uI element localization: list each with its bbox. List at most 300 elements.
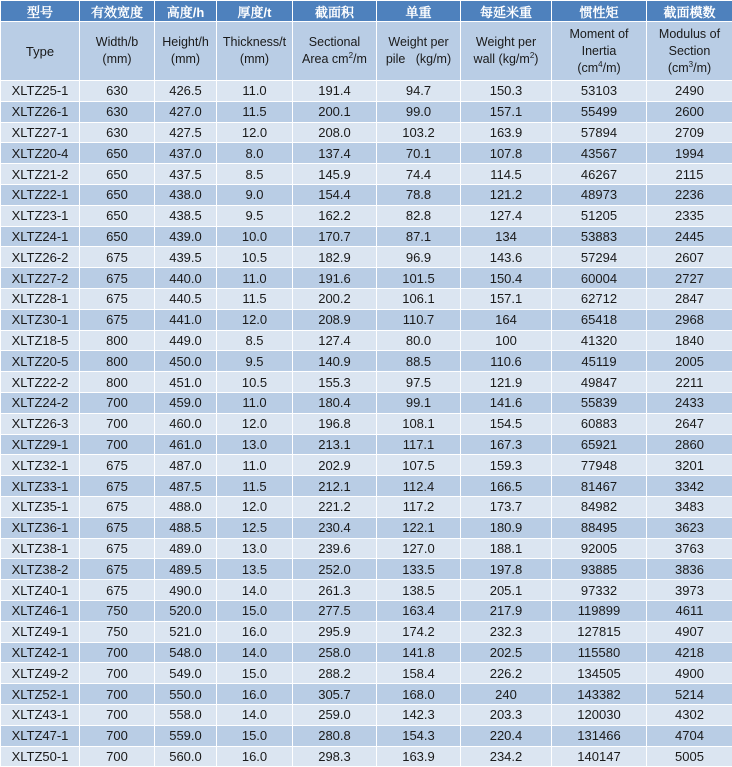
cell-modulus: 5005 [647,746,732,767]
cell-modulus: 2236 [647,184,732,205]
cell-weight-pile: 154.3 [377,725,461,746]
cell-weight-wall: 114.5 [461,164,552,185]
cell-modulus: 3763 [647,538,732,559]
cell-type: XLTZ25-1 [1,81,80,102]
table-row [1,247,732,268]
cell-thickness: 16.0 [217,684,293,705]
cell-weight-wall: 127.4 [461,205,552,226]
cell-modulus: 2335 [647,205,732,226]
table-row [1,330,732,351]
cell-type: XLTZ23-1 [1,205,80,226]
header-zh-width: 有效宽度 [80,1,155,22]
cell-modulus: 2968 [647,309,732,330]
cell-thickness: 12.0 [217,496,293,517]
cell-weight-wall: 220.4 [461,725,552,746]
cell-modulus: 4302 [647,704,732,725]
table-row [1,704,732,725]
cell-width: 650 [80,143,155,164]
cell-modulus: 3973 [647,580,732,601]
cell-weight-pile: 117.1 [377,434,461,455]
cell-width: 675 [80,288,155,309]
cell-thickness: 8.5 [217,330,293,351]
cell-weight-wall: 232.3 [461,621,552,642]
cell-weight-wall: 107.8 [461,143,552,164]
cell-weight-wall: 121.9 [461,372,552,393]
cell-type: XLTZ43-1 [1,704,80,725]
cell-modulus: 2607 [647,247,732,268]
cell-weight-wall: 157.1 [461,101,552,122]
cell-weight-pile: 158.4 [377,663,461,684]
table-row [1,663,732,684]
table-row [1,496,732,517]
cell-weight-pile: 74.4 [377,164,461,185]
cell-thickness: 13.5 [217,559,293,580]
cell-modulus: 2115 [647,164,732,185]
cell-type: XLTZ49-1 [1,621,80,642]
table-row [1,580,732,601]
cell-weight-pile: 99.0 [377,101,461,122]
cell-area: 298.3 [293,746,377,767]
cell-area: 259.0 [293,704,377,725]
cell-modulus: 2445 [647,226,732,247]
cell-area: 202.9 [293,455,377,476]
cell-inertia: 119899 [552,600,647,621]
cell-height: 450.0 [155,351,217,372]
cell-inertia: 93885 [552,559,647,580]
table-row [1,226,732,247]
cell-weight-pile: 142.3 [377,704,461,725]
cell-weight-wall: 226.2 [461,663,552,684]
cell-width: 675 [80,309,155,330]
cell-thickness: 14.0 [217,580,293,601]
cell-area: 180.4 [293,392,377,413]
cell-area: 208.9 [293,309,377,330]
cell-height: 550.0 [155,684,217,705]
cell-width: 675 [80,268,155,289]
cell-modulus: 2847 [647,288,732,309]
cell-inertia: 127815 [552,621,647,642]
cell-weight-wall: 121.2 [461,184,552,205]
cell-thickness: 11.0 [217,392,293,413]
cell-width: 650 [80,226,155,247]
cell-width: 630 [80,101,155,122]
header-zh-type: 型号 [1,1,80,22]
header-row-english [1,22,732,81]
cell-weight-pile: 122.1 [377,517,461,538]
cell-weight-pile: 168.0 [377,684,461,705]
cell-modulus: 3836 [647,559,732,580]
header-en-width: Width/b (mm) [80,22,155,81]
cell-area: 213.1 [293,434,377,455]
cell-height: 490.0 [155,580,217,601]
cell-weight-wall: 217.9 [461,600,552,621]
cell-inertia: 51205 [552,205,647,226]
cell-thickness: 9.5 [217,351,293,372]
cell-weight-pile: 107.5 [377,455,461,476]
cell-height: 521.0 [155,621,217,642]
cell-width: 750 [80,621,155,642]
cell-weight-pile: 133.5 [377,559,461,580]
cell-area: 154.4 [293,184,377,205]
cell-area: 252.0 [293,559,377,580]
cell-height: 439.5 [155,247,217,268]
cell-area: 280.8 [293,725,377,746]
cell-height: 427.0 [155,101,217,122]
cell-inertia: 115580 [552,642,647,663]
cell-modulus: 1840 [647,330,732,351]
table-row [1,184,732,205]
cell-width: 700 [80,684,155,705]
cell-width: 700 [80,392,155,413]
cell-type: XLTZ20-4 [1,143,80,164]
cell-weight-pile: 103.2 [377,122,461,143]
cell-inertia: 60883 [552,413,647,434]
cell-modulus: 2005 [647,351,732,372]
cell-weight-pile: 110.7 [377,309,461,330]
cell-area: 137.4 [293,143,377,164]
cell-height: 488.5 [155,517,217,538]
cell-weight-pile: 117.2 [377,496,461,517]
cell-area: 170.7 [293,226,377,247]
cell-area: 191.6 [293,268,377,289]
cell-modulus: 2600 [647,101,732,122]
cell-modulus: 2709 [647,122,732,143]
cell-height: 559.0 [155,725,217,746]
cell-thickness: 9.0 [217,184,293,205]
cell-weight-pile: 163.9 [377,746,461,767]
cell-type: XLTZ36-1 [1,517,80,538]
cell-width: 700 [80,413,155,434]
cell-thickness: 11.5 [217,288,293,309]
cell-type: XLTZ42-1 [1,642,80,663]
cell-inertia: 120030 [552,704,647,725]
table-row [1,600,732,621]
cell-height: 437.0 [155,143,217,164]
header-row-chinese [1,1,732,22]
cell-modulus: 3342 [647,476,732,497]
table-row [1,205,732,226]
cell-type: XLTZ21-2 [1,164,80,185]
cell-thickness: 9.5 [217,205,293,226]
cell-width: 800 [80,330,155,351]
cell-weight-pile: 141.8 [377,642,461,663]
table-row [1,517,732,538]
cell-area: 140.9 [293,351,377,372]
table-row [1,455,732,476]
cell-inertia: 45119 [552,351,647,372]
cell-thickness: 16.0 [217,621,293,642]
cell-weight-wall: 157.1 [461,288,552,309]
cell-type: XLTZ47-1 [1,725,80,746]
cell-modulus: 4611 [647,600,732,621]
header-zh-area: 截面积 [293,1,377,22]
cell-thickness: 10.5 [217,247,293,268]
cell-width: 700 [80,746,155,767]
cell-height: 489.5 [155,559,217,580]
table-row [1,434,732,455]
cell-type: XLTZ26-2 [1,247,80,268]
cell-width: 650 [80,164,155,185]
cell-width: 675 [80,455,155,476]
cell-weight-pile: 112.4 [377,476,461,497]
cell-type: XLTZ26-1 [1,101,80,122]
cell-width: 675 [80,538,155,559]
cell-width: 700 [80,704,155,725]
cell-inertia: 57294 [552,247,647,268]
table-row [1,101,732,122]
cell-height: 426.5 [155,81,217,102]
cell-width: 800 [80,372,155,393]
cell-weight-wall: 202.5 [461,642,552,663]
cell-modulus: 3483 [647,496,732,517]
cell-thickness: 12.5 [217,517,293,538]
cell-inertia: 92005 [552,538,647,559]
cell-height: 438.5 [155,205,217,226]
cell-width: 650 [80,205,155,226]
table-row [1,642,732,663]
cell-weight-wall: 166.5 [461,476,552,497]
cell-type: XLTZ30-1 [1,309,80,330]
cell-height: 488.0 [155,496,217,517]
cell-thickness: 8.0 [217,143,293,164]
cell-width: 630 [80,81,155,102]
cell-weight-pile: 87.1 [377,226,461,247]
cell-type: XLTZ26-3 [1,413,80,434]
cell-modulus: 2490 [647,81,732,102]
header-zh-weight-wall: 每延米重 [461,1,552,22]
cell-height: 437.5 [155,164,217,185]
cell-modulus: 2727 [647,268,732,289]
cell-inertia: 46267 [552,164,647,185]
table-body [1,81,732,767]
cell-weight-wall: 173.7 [461,496,552,517]
cell-thickness: 14.0 [217,642,293,663]
cell-weight-wall: 167.3 [461,434,552,455]
cell-width: 700 [80,725,155,746]
cell-weight-wall: 143.6 [461,247,552,268]
table-row [1,392,732,413]
cell-type: XLTZ22-2 [1,372,80,393]
cell-width: 700 [80,663,155,684]
header-zh-modulus: 截面模数 [647,1,732,22]
cell-height: 439.0 [155,226,217,247]
cell-height: 451.0 [155,372,217,393]
cell-area: 162.2 [293,205,377,226]
cell-type: XLTZ24-1 [1,226,80,247]
cell-modulus: 2647 [647,413,732,434]
table-row [1,122,732,143]
cell-area: 239.6 [293,538,377,559]
cell-thickness: 13.0 [217,434,293,455]
cell-type: XLTZ35-1 [1,496,80,517]
table-row [1,351,732,372]
cell-thickness: 11.0 [217,455,293,476]
cell-area: 200.1 [293,101,377,122]
table-row [1,746,732,767]
cell-inertia: 81467 [552,476,647,497]
cell-weight-wall: 188.1 [461,538,552,559]
cell-area: 145.9 [293,164,377,185]
cell-width: 700 [80,434,155,455]
table-row [1,413,732,434]
header-zh-thickness: 厚度/t [217,1,293,22]
cell-area: 230.4 [293,517,377,538]
cell-type: XLTZ18-5 [1,330,80,351]
header-en-modulus: Modulus of Section $(cm^3/m)$ [647,22,732,81]
header-en-height: Height/h (mm) [155,22,217,81]
cell-area: 258.0 [293,642,377,663]
cell-weight-pile: 101.5 [377,268,461,289]
cell-weight-wall: 164 [461,309,552,330]
header-zh-weight-pile: 单重 [377,1,461,22]
cell-modulus: 3201 [647,455,732,476]
cell-inertia: 53103 [552,81,647,102]
cell-height: 459.0 [155,392,217,413]
cell-modulus: 4218 [647,642,732,663]
cell-thickness: 8.5 [217,164,293,185]
cell-width: 750 [80,600,155,621]
cell-weight-pile: 70.1 [377,143,461,164]
cell-modulus: 1994 [647,143,732,164]
cell-thickness: 10.0 [217,226,293,247]
cell-weight-wall: 100 [461,330,552,351]
cell-weight-pile: 82.8 [377,205,461,226]
cell-thickness: 15.0 [217,600,293,621]
table-row [1,309,732,330]
table-row [1,81,732,102]
cell-inertia: 55499 [552,101,647,122]
cell-type: XLTZ29-1 [1,434,80,455]
cell-thickness: 12.0 [217,413,293,434]
header-en-type: Type [1,22,80,81]
cell-type: XLTZ50-1 [1,746,80,767]
cell-weight-pile: 138.5 [377,580,461,601]
cell-height: 449.0 [155,330,217,351]
cell-width: 800 [80,351,155,372]
cell-inertia: 84982 [552,496,647,517]
header-en-inertia: Moment of Inertia $(cm^4/m)$ [552,22,647,81]
cell-type: XLTZ49-2 [1,663,80,684]
cell-modulus: 2211 [647,372,732,393]
cell-width: 675 [80,496,155,517]
cell-inertia: 134505 [552,663,647,684]
cell-area: 212.1 [293,476,377,497]
table-row [1,143,732,164]
cell-area: 127.4 [293,330,377,351]
cell-width: 630 [80,122,155,143]
header-en-weight-wall: Weight per wall $(kg/m^2)$ [461,22,552,81]
cell-thickness: 12.0 [217,122,293,143]
table-row [1,621,732,642]
cell-inertia: 48973 [552,184,647,205]
table-row [1,684,732,705]
cell-weight-pile: 127.0 [377,538,461,559]
cell-area: 191.4 [293,81,377,102]
cell-inertia: 143382 [552,684,647,705]
cell-thickness: 14.0 [217,704,293,725]
cell-inertia: 43567 [552,143,647,164]
cell-type: XLTZ33-1 [1,476,80,497]
cell-height: 461.0 [155,434,217,455]
cell-inertia: 53883 [552,226,647,247]
cell-type: XLTZ22-1 [1,184,80,205]
cell-inertia: 55839 [552,392,647,413]
cell-type: XLTZ46-1 [1,600,80,621]
cell-area: 261.3 [293,580,377,601]
header-zh-height: 高度/h [155,1,217,22]
cell-weight-wall: 203.3 [461,704,552,725]
cell-area: 288.2 [293,663,377,684]
cell-type: XLTZ40-1 [1,580,80,601]
cell-height: 441.0 [155,309,217,330]
cell-weight-pile: 108.1 [377,413,461,434]
cell-area: 208.0 [293,122,377,143]
cell-height: 549.0 [155,663,217,684]
cell-weight-wall: 180.9 [461,517,552,538]
cell-thickness: 16.0 [217,746,293,767]
cell-thickness: 13.0 [217,538,293,559]
cell-inertia: 57894 [552,122,647,143]
cell-height: 487.0 [155,455,217,476]
header-en-area: Sectional Area $cm^2/m$ [293,22,377,81]
cell-inertia: 97332 [552,580,647,601]
cell-area: 277.5 [293,600,377,621]
cell-weight-pile: 78.8 [377,184,461,205]
cell-width: 700 [80,642,155,663]
cell-weight-pile: 97.5 [377,372,461,393]
table-row [1,538,732,559]
cell-inertia: 62712 [552,288,647,309]
cell-type: XLTZ27-2 [1,268,80,289]
cell-inertia: 140147 [552,746,647,767]
cell-weight-pile: 88.5 [377,351,461,372]
table-row [1,268,732,289]
cell-type: XLTZ28-1 [1,288,80,309]
table-row [1,559,732,580]
cell-weight-wall: 234.2 [461,746,552,767]
cell-height: 438.0 [155,184,217,205]
cell-thickness: 12.0 [217,309,293,330]
header-en-weight-pile: Weight per pile (kg/m) [377,22,461,81]
table-row [1,476,732,497]
cell-weight-pile: 80.0 [377,330,461,351]
cell-weight-pile: 106.1 [377,288,461,309]
cell-modulus: 4704 [647,725,732,746]
cell-width: 675 [80,580,155,601]
cell-height: 427.5 [155,122,217,143]
cell-height: 560.0 [155,746,217,767]
cell-height: 440.0 [155,268,217,289]
cell-inertia: 131466 [552,725,647,746]
cell-weight-wall: 134 [461,226,552,247]
cell-modulus: 3623 [647,517,732,538]
cell-thickness: 15.0 [217,725,293,746]
cell-weight-wall: 150.4 [461,268,552,289]
cell-area: 182.9 [293,247,377,268]
cell-height: 487.5 [155,476,217,497]
cell-height: 558.0 [155,704,217,725]
cell-height: 489.0 [155,538,217,559]
cell-type: XLTZ52-1 [1,684,80,705]
cell-thickness: 11.5 [217,476,293,497]
cell-type: XLTZ27-1 [1,122,80,143]
cell-weight-wall: 197.8 [461,559,552,580]
cell-area: 196.8 [293,413,377,434]
cell-area: 155.3 [293,372,377,393]
cell-height: 548.0 [155,642,217,663]
cell-type: XLTZ38-2 [1,559,80,580]
cell-area: 200.2 [293,288,377,309]
